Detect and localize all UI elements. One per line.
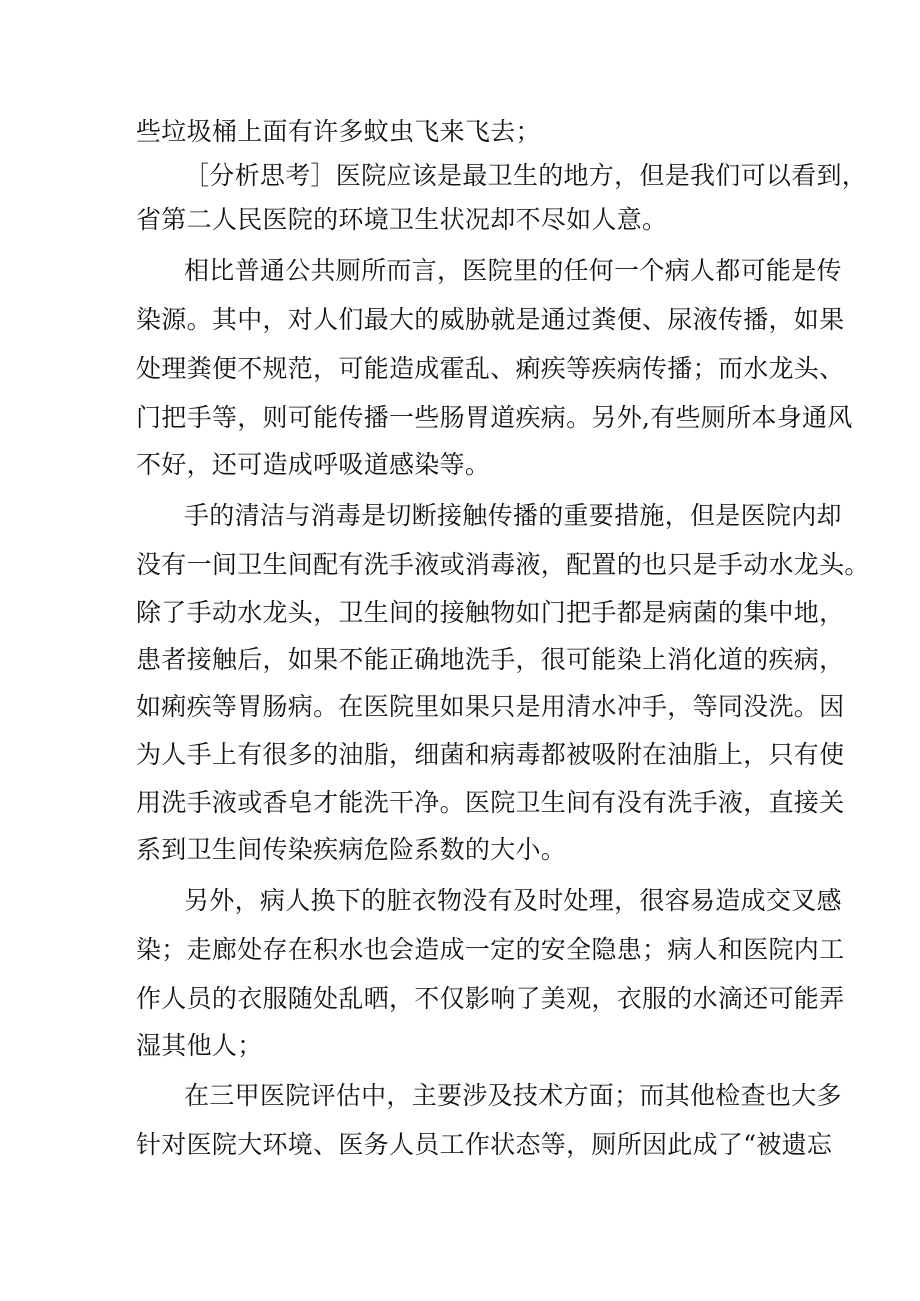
text-line: 另外，病人换下的脏衣物没有及时处理，很容易造成交叉感 xyxy=(184,886,842,915)
text-line: ［分析思考］医院应该是最卫生的地方，但是我们可以看到， xyxy=(184,161,868,190)
text-line: 门把手等，则可能传播一些肠胃道疾病。另外,有些厕所本身通风 xyxy=(136,403,853,432)
text-line: 染；走廊处存在积水也会造成一定的安全隐患；病人和医院内工 xyxy=(136,935,845,964)
text-line: 省第二人民医院的环境卫生状况却不尽如人意。 xyxy=(136,205,668,234)
text-line: 患者接触后，如果不能正确地洗手，很可能染上消化道的疾病， xyxy=(136,645,845,674)
text-line: 处理粪便不规范，可能造成霍乱、痢疾等疾病传播；而水龙头、 xyxy=(136,354,845,383)
text-line: 手的清洁与消毒是切断接触传播的重要措施，但是医院内却 xyxy=(184,501,842,530)
text-line: 相比普通公共厕所而言，医院里的任何一个病人都可能是传 xyxy=(184,256,842,285)
text-line: 系到卫生间传染疾病危险系数的大小。 xyxy=(136,835,567,864)
text-line: 作人员的衣服随处乱晒，不仅影响了美观，衣服的水滴还可能弄 xyxy=(136,984,845,1013)
text-line: 为人手上有很多的油脂，细菌和病毒都被吸附在油脂上，只有使 xyxy=(136,740,845,769)
text-line: 针对医院大环境、医务人员工作状态等，厕所因此成了“被遗忘 xyxy=(136,1130,833,1159)
text-line: 湿其他人； xyxy=(136,1031,263,1060)
text-line: 染源。其中，对人们最大的威胁就是通过粪便、尿液传播，如果 xyxy=(136,305,845,334)
text-line: 没有一间卫生间配有洗手液或消毒液，配置的也只是手动水龙头。 xyxy=(136,550,870,579)
text-line: 如痢疾等胃肠病。在医院里如果只是用清水冲手，等同没洗。因 xyxy=(136,692,845,721)
text-line: 些垃圾桶上面有许多蚊虫飞来飞去； xyxy=(136,117,541,146)
text-line: 除了手动水龙头，卫生间的接触物如门把手都是病菌的集中地， xyxy=(136,598,845,627)
text-line: 不好，还可造成呼吸道感染等。 xyxy=(136,450,491,479)
text-line: 在三甲医院评估中，主要涉及技术方面；而其他检查也大多 xyxy=(184,1081,842,1110)
text-line: 用洗手液或香皂才能洗干净。医院卫生间有没有洗手液，直接关 xyxy=(136,788,845,817)
